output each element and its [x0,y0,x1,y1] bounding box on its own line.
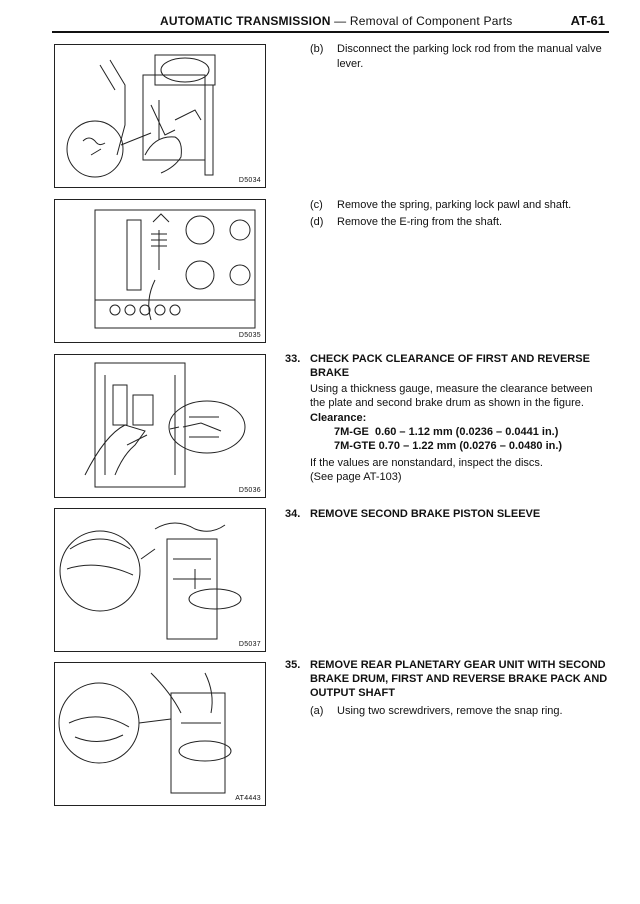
piston-sleeve-illustration [55,509,265,651]
figure-snap-ring [54,662,266,806]
figure-code: D5035 [238,332,261,339]
step-d [310,215,610,231]
step-title: REMOVE SECOND BRAKE PISTON SLEEVE [310,508,541,520]
clearance-row-7m-ge: 7M-GE 0.60 – 1.12 mm (0.0236 – 0.0441 in.) [334,426,559,438]
step-text: Disconnect the parking lock rod from the manual valve lever. [337,43,602,70]
figure-code: D5036 [238,487,261,494]
parking-lock-rod-illustration [55,45,265,187]
step-text: Remove the E-ring from the shaft. [337,216,503,228]
header-rule [52,31,609,33]
step-34-heading [285,507,610,523]
figure-code: D5034 [238,177,261,184]
step-label: (a) [310,705,324,717]
step-label: (c) [310,199,323,211]
step-33-text: Using a thickness gauge, measure the clearance between the plate and second brake drum as shown in the figure. [310,383,593,409]
figure-parking-lock-rod [54,44,266,188]
figure-code: AT4443 [235,795,261,802]
step-c [310,198,610,214]
page-number: AT-61 [570,13,605,28]
step-number: 34. [285,508,301,520]
snap-ring-illustration [55,663,265,805]
step-number: 35. [285,659,301,671]
parking-lock-pawl-illustration [55,200,265,342]
step-35-heading [285,658,610,702]
page-title: AUTOMATIC TRANSMISSION — Removal of Component Parts [160,14,513,28]
figure-parking-lock-pawl [54,199,266,343]
step-text: Remove the spring, parking lock pawl and shaft. [337,199,572,211]
step-label: (b) [310,43,324,55]
step-title: REMOVE REAR PLANETARY GEAR UNIT WITH SECOND BRAKE DRUM, FIRST AND REVERSE BRAKE PACK AND OUTPUT SHAFT [310,659,608,699]
step-b [310,42,610,74]
step-label: (d) [310,216,324,228]
step-33-heading [285,352,610,382]
step-text: Using two screwdrivers, remove the snap ring. [337,705,563,717]
clearance-row-7m-gte: 7M-GTE 0.70 – 1.22 mm (0.0276 – 0.0480 in.) [334,440,563,452]
step-title: CHECK PACK CLEARANCE OF FIRST AND REVERSE BRAKE [310,353,590,379]
step-33-reference: (See page AT-103) [310,471,402,483]
figure-code: D5037 [238,641,261,648]
figure-piston-sleeve [54,508,266,652]
pack-clearance-illustration [55,355,265,497]
step-number: 33. [285,353,301,365]
page-header [52,12,607,30]
step-33-note: If the values are nonstandard, inspect the discs. [310,457,543,469]
figure-pack-clearance [54,354,266,498]
step-35a [310,704,610,720]
clearance-label: Clearance: [310,412,367,424]
